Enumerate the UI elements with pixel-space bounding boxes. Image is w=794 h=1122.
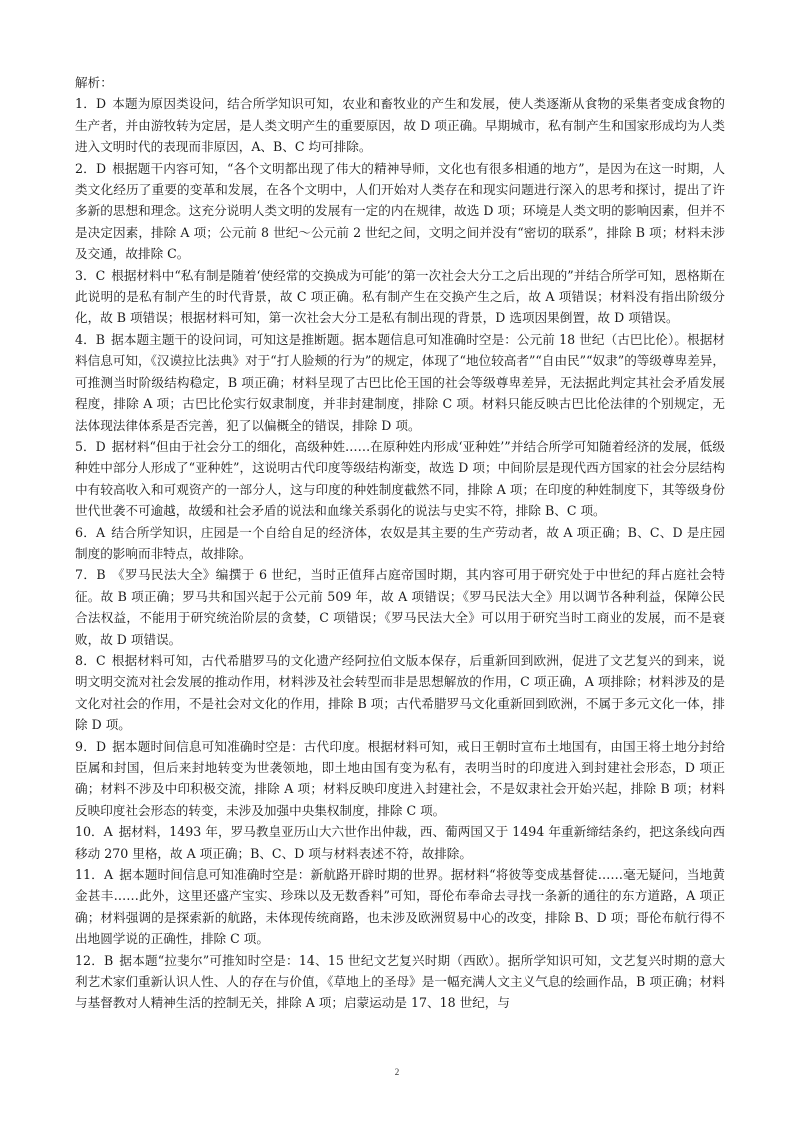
page-number: 2 [394,1067,400,1077]
answer-text: 根据材料可知，古代希腊罗马的文化遗产经阿拉伯文版本保存，后重新回到欧洲，促进了文艺复兴的到来，说明文明交流对社会发展的推动作用，材料涉及社会转型而非是思想解放的作用，C 项正确，A 项排除；材料涉及的是文化对社会的作用，不是社会对文化的作用，排除 B 项；古代希腊罗马文化重新回到欧洲，不属于多元文化一体，排除 D 项。 [75,652,726,733]
answer-text: 据本题时间信息可知准确时空是：新航路开辟时期的世界。据材料“将彼等变成基督徒……毫无疑问，当地黄金甚丰……此外，这里还盛产宝实、珍珠以及无数香料”可知，哥伦布奉命去寻找一条新的通往的东方道路，A 项正确；材料强调的是探索新的航路，未体现传统商路，也未涉及欧洲贸易中心的改变，排除 B、D 项；哥伦布航行得不出地圆学说的正确性，排除 C 项。 [75,867,725,947]
answer-label: 4．B [75,331,106,347]
answer-text: 据材料“但由于社会分工的细化，高级种姓……在原种姓内形成‘亚种姓’”并结合所学可知随着经济的发展，低级种姓中部分人形成了“亚种姓”，这说明古代印度等级结构渐变，故选 D 项；中间阶层是现代西方国家的社会分层结构中有较高收入和可观资产的一部分人，这与印度的种姓制度截然不同，排除 A 项；在印度的种姓制度下，其等级身份世代世袭不可逾越，故缓和社会矛盾的说法和血缘关系弱化的说法与史实不符，排除 B、C 项。 [75,438,725,519]
answer-text: 据本题时间信息可知准确时空是：古代印度。根据材料可知，戒日王朝时宣布土地国有，由国王将土地分封给臣属和封国，但后来封地转变为世袭领地，即土地由国有变为私有，表明当时的印度进入到封建社会形态，D 项正确；材料不涉及中印积极交流，排除 A 项；材料反映印度进入封建社会，不是奴隶社会开始兴起，排除 B 项；材料反映印度社会形态的转变，未涉及加强中央集权制度，排除 C 项。 [75,738,725,818]
answer-text: 《罗马民法大全》编撰于 6 世纪，当时正值拜占庭帝国时期，其内容可用于研究处于中世纪的拜占庭社会特征。故 B 项正确；罗马共和国兴起于公元前 509 年，故 A 项错误；《罗马民法大全》用以调节各种利益，保障公民合法权益，不能用于研究统治阶层的贪婪，C 项错误；《罗马民法大全》可以用于研究当时工商业的发展，而不是衰败，故 D 项错误。 [75,567,725,647]
answer-analysis [75,72,725,1014]
section-heading: 解析： [75,75,113,90]
answer-label: 10．A [75,824,113,840]
answer-item-1 [75,93,725,157]
answer-label: 12．B [75,952,114,968]
answer-text: 据本题主题干的设问词，可知这是推断题。据本题信息可知准确时空是：公元前 18 世纪（古巴比伦）。根据材料信息可知，《汉谟拉比法典》对于“打人脸颊的行为”的规定，体现了“地位较高者”“自由民”“奴隶”的等级尊卑差异，可推测当时阶级结构稳定，B 项正确；材料呈现了古巴比伦王国的社会等级尊卑差异，无法据此判定其社会矛盾发展程度，排除 A 项；古巴比伦实行奴隶制度，并非封建制度，排除 C 项。材料只能反映古巴比伦法律的个别规定，无法体现法律体系是否完善，犯了以偏概全的错误，排除 D 项。 [75,331,725,433]
answer-item-2 [75,158,725,265]
answer-item-12 [75,950,725,1014]
answer-label: 11．A [75,867,114,883]
answer-item-3 [75,265,725,329]
answer-label: 5．D [75,438,106,454]
answer-text: 结合所学知识，庄园是一个自给自足的经济体，农奴是其主要的生产劳动者，故 A 项正确；B、C、D 是庄园制度的影响而非特点，故排除。 [75,524,726,561]
answer-item-6 [75,522,725,565]
answer-item-11 [75,864,725,950]
answer-label: 1．D [75,96,107,112]
answer-label: 8．C [75,652,106,668]
answer-label: 2．D [75,160,107,176]
answer-label: 3．C [75,267,106,283]
answer-item-8 [75,650,725,736]
answer-item-7 [75,564,725,650]
answer-text: 本题为原因类设问，结合所学知识可知，农业和畜牧业的产生和发展，使人类逐渐从食物的采集者变成食物的生产者，并由游牧转为定居，是人类文明产生的重要原因，故 D 项正确。早期城市，私有制产生和国家形成均为人类进入文明时代的表现而非原因，A、B、C 均可排除。 [75,96,725,155]
answer-label: 6．A [75,524,106,540]
answer-label: 9．D [75,738,107,754]
answer-item-5 [75,436,725,522]
answer-label: 7．B [75,567,106,583]
answer-item-9 [75,736,725,822]
answer-text: 根据题干内容可知，“各个文明都出现了伟大的精神导师，文化也有很多相通的地方”，是因为在这一时期，人类文化经历了重要的变革和发展，在各个文明中，人们开始对人类存在和现实问题进行深入的思考和探讨，提出了许多新的思想和理念。这充分说明人类文明的发展有一定的内在规律，故选 D 项；环境是人类文明的影响因素，但并不是决定因素，排除 A 项；公元前 8 世纪～公元前 2 世纪之间，文明之间并没有“密切的联系”，排除 B 项；材料未涉及交通，故排除 C。 [75,160,725,262]
answer-text: 据材料，1493 年，罗马教皇亚历山大六世作出仲裁，西、葡两国又于 1494 年重新缔结条约，把这条线向西移动 270 里格，故 A 项正确；B、C、D 项与材料表述不符，故排除。 [75,824,725,861]
answer-item-4 [75,329,725,436]
answer-text: 据本题“拉斐尔”可推知时空是：14、15 世纪文艺复兴时期（西欧）。据所学知识可知，文艺复兴时期的意大利艺术家们重新认识人性、人的存在与价值，《草地上的圣母》是一幅充满人文主义气息的绘画作品，B 项正确；材料与基督教对人精神生活的控制无关，排除 A 项；启蒙运动是 17、18 世纪，与 [75,952,725,1011]
answer-text: 根据材料中“私有制是随着‘使经常的交换成为可能’的第一次社会大分工之后出现的”并结合所学可知，恩格斯在此说明的是私有制产生的时代背景，故 C 项正确。私有制产生在交换产生之后，故 A 项错误；材料没有指出阶级分化，故 B 项错误；根据材料可知，第一次社会大分工是私有制出现的背景，D 选项因果倒置，故 D 项错误。 [75,267,725,326]
answer-item-10 [75,821,725,864]
